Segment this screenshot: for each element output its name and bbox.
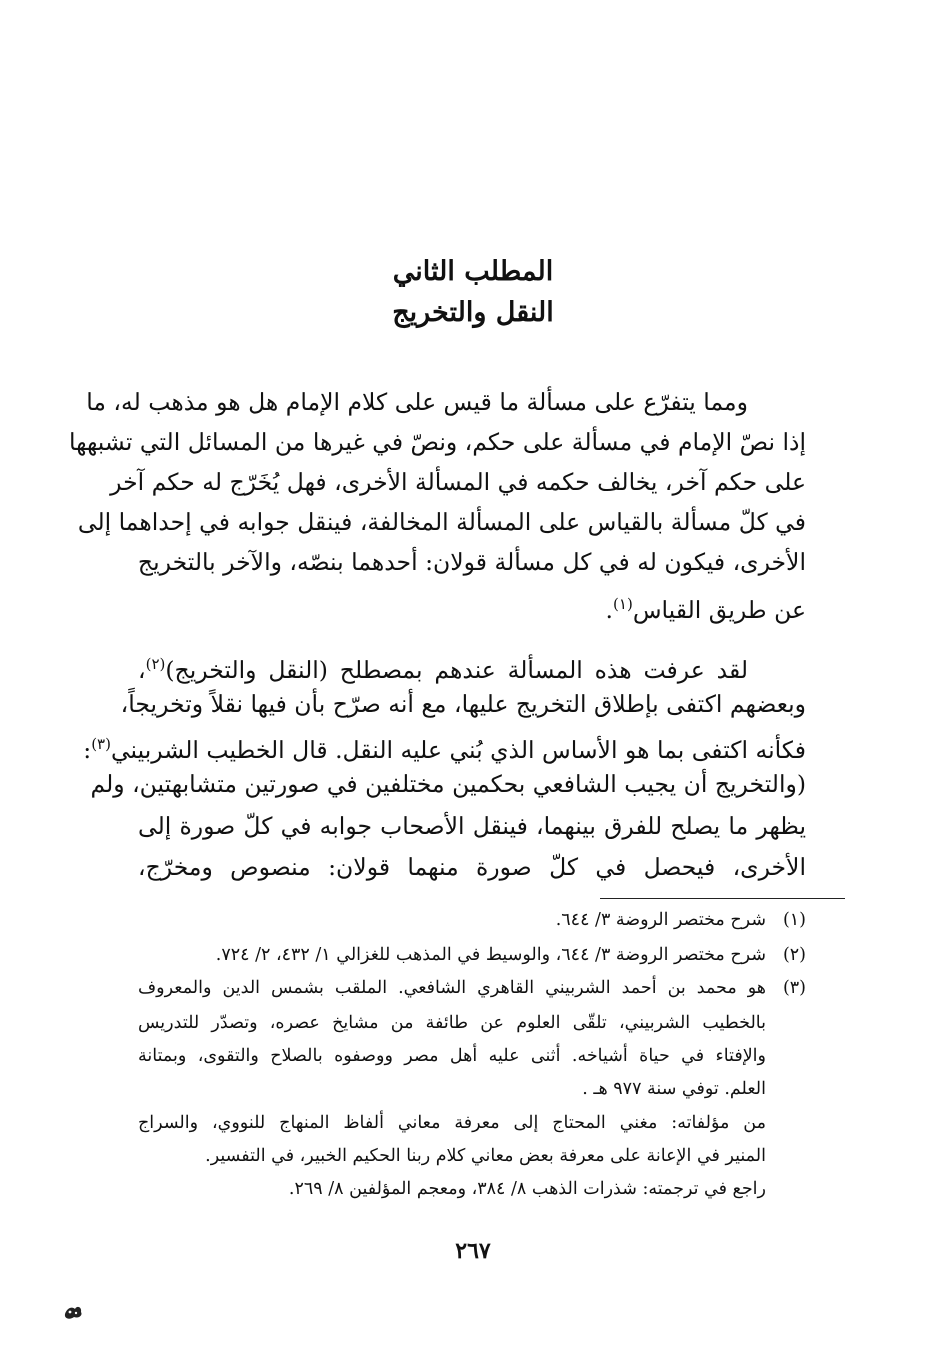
footnote-3-line: العلم. توفي سنة ٩٧٧ هـ . bbox=[582, 1079, 766, 1099]
footnote-2 bbox=[138, 940, 806, 970]
paragraph-2-line-text: لقد عرفت هذه المسألة عندهم بمصطلح (النقل والتخريج) bbox=[165, 656, 748, 684]
paragraph-2-line-end: ، bbox=[138, 656, 146, 684]
paragraph-2-line: يظهر ما يصلح للفرق بينهما، فينقل الأصحاب جوابه في كلّ صورة إلى bbox=[138, 812, 806, 840]
footnote-separator bbox=[600, 898, 845, 899]
section-heading: المطلب الثاني bbox=[392, 256, 554, 287]
footnote-number: (٣) bbox=[782, 978, 806, 998]
footnote-ref-3: (٣) bbox=[91, 735, 111, 753]
footnote-3-line: والإفتاء في حياة أشياخه. أثنى عليه أهل مصر ووصفوه بالصلاح والتقوى، وبمتانة bbox=[138, 1046, 766, 1066]
paragraph-2-line: (والتخريج أن يجيب الشافعي بحكمين مختلفين في صورتين متشابهتين، ولم bbox=[90, 770, 806, 798]
page-number: ٢٦٧ bbox=[455, 1238, 491, 1264]
ink-blot-mark-icon bbox=[62, 1302, 84, 1322]
paragraph-2-line bbox=[138, 645, 748, 683]
footnote-ref-2: (٢) bbox=[145, 655, 166, 673]
footnote-3-line: المنير في الإعانة على معرفة بعض معاني كلام ربنا الحكيم الخبير، في التفسير. bbox=[205, 1146, 766, 1166]
footnote-3-line: راجع في ترجمته: شذرات الذهب ٨/ ٣٨٤، ومعجم المؤلفين ٨/ ٢٦٩. bbox=[288, 1179, 766, 1199]
paragraph-2-line: وبعضهم اكتفى بإطلاق التخريج عليها، مع أنه صرّح بأن فيها نقلاً وتخريجاً، bbox=[120, 690, 806, 718]
paragraph-2-line: الأخرى، فيحصل في كلّ صورة منهما قولان: منصوص ومخرّج، bbox=[138, 853, 806, 881]
paragraph-2-line-text: فكأنه اكتفى بما هو الأساس الذي بُني عليه النقل. قال الخطيب الشربيني bbox=[110, 736, 806, 764]
paragraph-1-line: ومما يتفرّع على مسألة ما قيس على كلام الإمام هل هو مذهب له، ما bbox=[86, 388, 748, 416]
paragraph-1-line: في كلّ مسألة بالقياس على المسألة المخالفة، فينقل جوابه في إحداهما إلى bbox=[77, 508, 806, 536]
footnote-text: شرح مختصر الروضة ٣/ ٦٤٤. bbox=[555, 910, 766, 930]
paragraph-1-line-text: عن طريق القياس bbox=[632, 596, 806, 624]
paragraph-1-line: على حكم آخر، يخالف حكمه في المسألة الأخرى، فهل يُخَرّج له حكم آخر bbox=[110, 468, 806, 496]
footnote-ref-1: (١) bbox=[613, 595, 633, 613]
paragraph-1-line: إذا نصّ الإمام في مسألة على حكم، ونصّ في غيرها من المسائل التي تشبهها bbox=[68, 428, 806, 456]
footnote-3-line: بالخطيب الشربيني، تلقّى العلوم عن طائفة من مشايخ عصره، وتصدّر للتدريس bbox=[138, 1013, 766, 1033]
footnote-3-line bbox=[138, 973, 806, 1003]
paragraph-1-last-line bbox=[138, 585, 806, 623]
paragraph-2-line-end: : bbox=[83, 736, 92, 764]
footnote-text: هو محمد بن أحمد الشربيني القاهري الشافعي. الملقب بشمس الدين والمعروف bbox=[138, 978, 766, 998]
section-subheading: النقل والتخريج bbox=[392, 297, 554, 328]
footnote-3-line: من مؤلفاته: مغني المحتاج إلى معرفة معاني ألفاظ المنهاج للنووي، والسراج bbox=[138, 1113, 766, 1133]
footnote-text: شرح مختصر الروضة ٣/ ٦٤٤، والوسيط في المذهب للغزالي ١/ ٤٣٢، ٢/ ٧٢٤. bbox=[215, 945, 766, 965]
footnote-1 bbox=[138, 905, 806, 935]
footnote-number: (٢) bbox=[782, 945, 806, 965]
paragraph-1-line: الأخرى، فيكون له في كل مسألة قولان: أحدهما بنصّه، والآخر بالتخريج bbox=[137, 548, 806, 576]
footnote-number: (١) bbox=[782, 910, 806, 930]
paragraph-2-line bbox=[83, 725, 806, 764]
paragraph-1-end: . bbox=[605, 596, 614, 624]
